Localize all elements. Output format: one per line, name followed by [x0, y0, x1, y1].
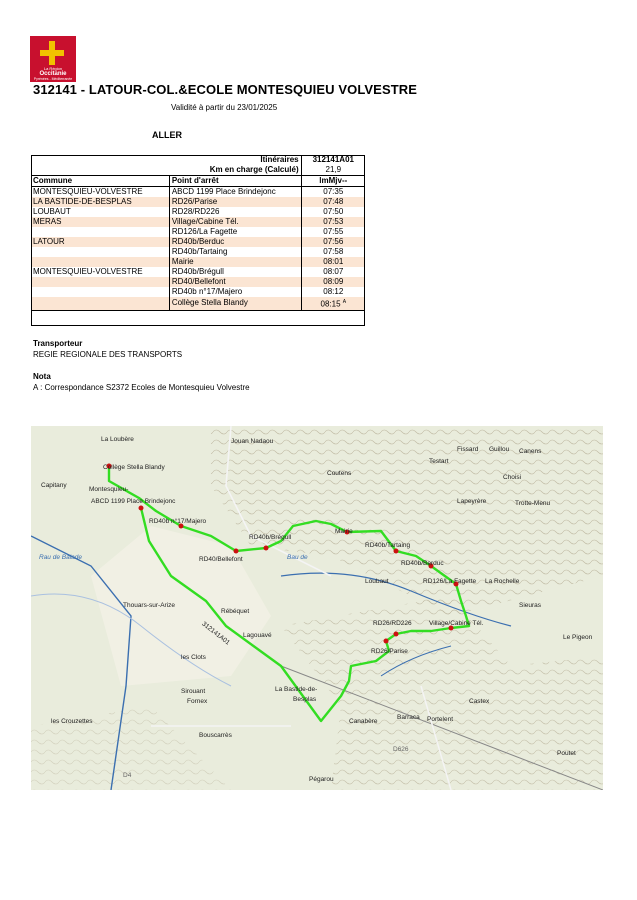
commune-cell: [31, 257, 169, 267]
stop-marker-icon[interactable]: [394, 632, 399, 637]
map-place-label: D626: [393, 746, 409, 753]
map-place-label: Castex: [469, 698, 490, 705]
map-place-label: La Rochelle: [485, 578, 520, 585]
map-stop-label: RD26/RD226: [373, 620, 412, 627]
occitan-cross-icon: [40, 41, 64, 65]
stop-cell: RD126/La Fagette: [169, 227, 301, 237]
map-place-label: Testart: [429, 458, 449, 465]
time-cell: [301, 217, 365, 227]
col-commune: Commune: [31, 176, 169, 187]
stop-cell: RD40b n°17/Majero: [169, 287, 301, 297]
map-place-label: D4: [123, 772, 132, 779]
commune-cell: LOUBAUT: [33, 207, 71, 216]
map-place-label: Canens: [519, 448, 542, 455]
map-place-label: Montesquieu-: [89, 486, 129, 493]
time-value: 07:53: [323, 217, 344, 226]
map-stop-label: Village/Cabine Tél.: [429, 620, 484, 627]
logo-line1: La Région: [43, 66, 63, 71]
table-row: [31, 187, 365, 198]
map-stop-label: Collège Stella Blandy: [103, 464, 165, 471]
commune-cell: [31, 297, 169, 310]
map-place-label: Rau de Balade: [39, 554, 83, 561]
map-place-label: Loubaut: [365, 578, 389, 585]
map-place-label: Besplas: [293, 696, 317, 703]
time-value: 08:12: [323, 287, 344, 296]
table-row: [31, 227, 365, 237]
map-place-label: Rébéquet: [221, 608, 250, 615]
column-header-row: [31, 176, 365, 187]
time-cell: [301, 257, 365, 267]
time-cell: [301, 227, 365, 237]
map-place-label: les Crouzettes: [51, 718, 93, 725]
stop-cell: RD40b/Berduc: [169, 237, 301, 247]
schedule-table: [31, 155, 365, 311]
map-place-label: Fornex: [187, 698, 208, 705]
time-value: 07:48: [323, 197, 344, 206]
commune-cell: MONTESQUIEU-VOLVESTRE: [33, 187, 143, 196]
table-row: [31, 217, 365, 227]
map-place-label: Lagouavé: [243, 632, 272, 639]
table-row: [31, 297, 365, 310]
time-cell: [301, 197, 365, 207]
time-value: 07:56: [323, 237, 344, 246]
map-place-label: Sirouant: [181, 688, 206, 695]
time-cell: [301, 267, 365, 277]
map-place-label: Bouscarrès: [199, 732, 232, 739]
km-value: 21,9: [301, 165, 365, 176]
stop-cell: RD26/Parise: [169, 197, 301, 207]
map-place-label: Portelent: [427, 716, 454, 723]
stop-cell: Mairie: [169, 257, 301, 267]
map-place-label: Capitany: [41, 482, 67, 489]
route-map[interactable]: [31, 426, 603, 790]
table-row: [31, 237, 365, 247]
map-place-label: La Bastide-de-: [275, 686, 318, 693]
map-stop-label: RD40b/Berduc: [401, 560, 444, 567]
commune-cell: LA BASTIDE-DE-BESPLAS: [31, 197, 169, 207]
time-value: 08:07: [323, 267, 344, 276]
time-cell: [301, 277, 365, 287]
commune-cell: [31, 227, 169, 237]
time-value: 08:09: [323, 277, 344, 286]
map-stop-label: RD40/Bellefont: [199, 556, 243, 563]
time-cell: [301, 187, 365, 198]
transporteur-name: REGIE REGIONALE DES TRANSPORTS: [33, 350, 183, 359]
stop-cell: Collège Stella Blandy: [169, 297, 301, 310]
time-cell: [301, 237, 365, 247]
map-stop-label: ABCD 1199 Place Brindejonc: [91, 498, 176, 505]
map-place-label: Le Pigeon: [563, 634, 593, 641]
stop-cell: RD40/Bellefont: [169, 277, 301, 287]
time-value: 07:50: [323, 207, 344, 216]
table-row: [31, 287, 365, 297]
stop-marker-icon[interactable]: [234, 549, 239, 554]
commune-cell: [31, 247, 169, 257]
stop-marker-icon[interactable]: [264, 546, 269, 551]
map-place-label: Sieuras: [519, 602, 542, 609]
stop-cell: RD40b/Brégull: [169, 267, 301, 277]
time-value: 07:55: [323, 227, 344, 236]
map-place-label: Jouan Nadaou: [231, 438, 274, 445]
map-place-label: Trotte-Menu: [515, 500, 551, 507]
map-place-label: Thouars-sur-Arize: [123, 602, 176, 609]
commune-cell: MERAS: [31, 217, 169, 227]
map-place-label: Poutet: [557, 750, 576, 757]
stop-marker-icon[interactable]: [139, 506, 144, 511]
map-stop-label: RD126/La Fagette: [423, 578, 477, 585]
km-header-row: [31, 165, 365, 176]
map-stop-label: RD40b/Brégull: [249, 534, 292, 541]
map-place-label: La Loubère: [101, 436, 134, 443]
table-row: [31, 267, 365, 277]
commune-cell: [31, 277, 169, 287]
time-cell: [301, 297, 365, 310]
table-row: [31, 207, 365, 217]
table-row: [31, 247, 365, 257]
route-code-label: 312141A01: [200, 620, 231, 647]
time-cell: [301, 207, 365, 217]
logo-line3: Pyrénées - Méditerranée: [33, 77, 73, 81]
map-place-label: Choisi: [503, 474, 522, 481]
note-marker: A: [342, 299, 347, 305]
stop-marker-icon[interactable]: [394, 549, 399, 554]
map-place-label: Coutens: [327, 470, 352, 477]
km-label: Km en charge (Calculé): [209, 165, 299, 174]
time-value: 08:01: [323, 257, 344, 266]
time-value: 07:58: [323, 247, 344, 256]
commune-cell: [31, 287, 169, 297]
map-place-label: Barraca: [397, 714, 420, 721]
time-value: 07:35: [323, 187, 344, 196]
map-place-label: Lapeyrère: [457, 498, 487, 505]
map-stop-label: RD26/Parise: [371, 648, 408, 655]
nota-text: A : Correspondance S2372 Ecoles de Montesquieu Volvestre: [33, 383, 250, 392]
map-place-label: Fissard: [457, 446, 479, 453]
map-place-label: Guillou: [489, 446, 510, 453]
itinerary-code: 312141A01: [301, 155, 365, 165]
region-logo: [30, 36, 76, 82]
map-stop-label: RD40b/Tartaing: [365, 542, 411, 549]
itinerary-header-row: [31, 155, 365, 165]
map-stop-label: Mairie: [335, 528, 353, 535]
stop-marker-icon[interactable]: [384, 639, 389, 644]
logo-line2: Occitanie: [39, 71, 67, 77]
time-cell: [301, 247, 365, 257]
table-row: [31, 277, 365, 287]
commune-cell: MONTESQUIEU-VOLVESTRE: [33, 267, 143, 276]
map-place-label: Canabère: [349, 718, 378, 725]
nota-title: Nota: [33, 372, 51, 381]
map-stop-label: RD40b n°17/Majero: [149, 518, 207, 525]
table-row: [31, 257, 365, 267]
time-cell: [301, 287, 365, 297]
page-title: 312141 - LATOUR-COL.&ECOLE MONTESQUIEU VOLVESTRE: [33, 82, 418, 97]
commune-cell: LATOUR: [31, 237, 169, 247]
itineraries-label: Itinéraires: [260, 155, 299, 164]
col-days: lmMjv--: [301, 176, 365, 187]
stop-cell: Village/Cabine Tél.: [169, 217, 301, 227]
stop-cell: RD28/RD226: [169, 207, 301, 217]
map-place-label: Pégarou: [309, 776, 334, 783]
map-place-label: Bau de: [287, 554, 308, 561]
stop-cell: ABCD 1199 Place Brindejonc: [169, 187, 301, 198]
stop-cell: RD40b/Tartaing: [169, 247, 301, 257]
validity-date: Validité à partir du 23/01/2025: [171, 103, 278, 112]
direction-label: ALLER: [152, 130, 182, 140]
col-stop: Point d'arrêt: [169, 176, 301, 187]
time-value: 08:15: [320, 299, 341, 309]
map-place-label: les Clots: [181, 654, 206, 661]
table-row: [31, 197, 365, 207]
transporteur-title: Transporteur: [33, 339, 83, 348]
